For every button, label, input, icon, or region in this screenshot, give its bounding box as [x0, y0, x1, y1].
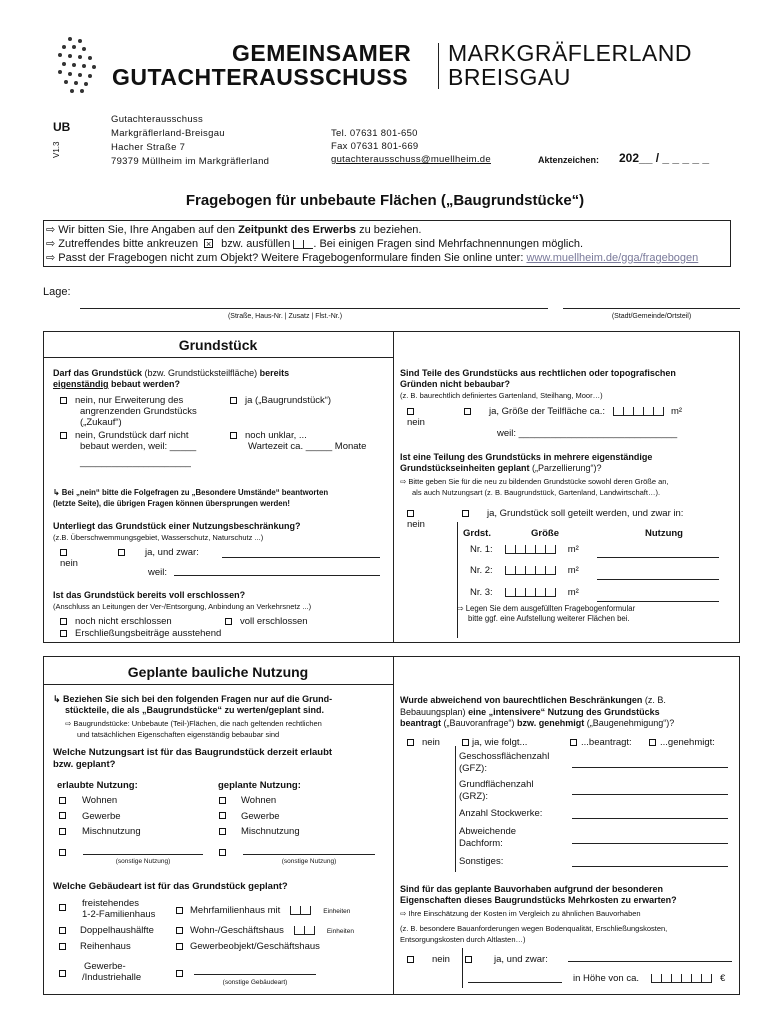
checkbox[interactable] — [60, 397, 67, 404]
opt-nb2-ja — [464, 406, 744, 417]
field-label: Grundflächenzahl — [459, 779, 534, 790]
opt-label: ja, Grundstück soll geteilt werden, und zwar in: — [487, 508, 684, 519]
logo-divider — [438, 43, 439, 89]
opt-label-wrap — [82, 898, 155, 920]
q-eig-d: eigenständig — [53, 379, 109, 389]
mk-detail-input[interactable] — [468, 973, 562, 983]
opt-nicht-bebaubar — [60, 430, 230, 468]
q-text: Wurde abweichend von baurechtlichen Beschränkungen — [400, 695, 643, 705]
opt-gewerbe — [219, 809, 300, 825]
checkbox[interactable] — [219, 812, 226, 819]
opt-halle — [59, 961, 169, 983]
opt-label: Wohnen — [82, 795, 118, 806]
opt-mfh — [176, 905, 396, 917]
intro-line-2 — [46, 237, 698, 251]
address-line: 79379 Müllheim im Markgräflerland — [111, 156, 270, 167]
checkbox[interactable] — [59, 812, 66, 819]
q-text: bzw. geplant? — [53, 759, 116, 770]
opt-label: ...beantragt: — [581, 737, 632, 748]
checkbox[interactable] — [176, 943, 183, 950]
field-label: Abweichende — [459, 826, 517, 837]
lage-label: Lage: — [43, 286, 71, 298]
q-text: eine „intensivere“ Nutzung des Grundstücks — [465, 706, 660, 717]
intro-line: stückteile, die als „Baugrundstücke“ zu werten/geplant sind. — [65, 705, 325, 715]
parz-nr: Nr. 2: — [470, 565, 493, 576]
opt-label: ja, Größe der Teilfläche ca.: — [489, 406, 605, 417]
checkbox[interactable] — [462, 510, 469, 517]
stock-label: Anzahl Stockwerke: — [459, 808, 543, 819]
q-text: beantragt — [400, 718, 442, 728]
opt-label: Reihenhaus — [80, 941, 131, 952]
checkbox[interactable] — [219, 797, 226, 804]
unit-m2: m² — [567, 565, 579, 576]
parz-nr: Nr. 1: — [470, 544, 493, 555]
q-eig-e: bebaut werden? — [108, 379, 181, 389]
opt-label: bebaut werden, weil: _____ — [80, 441, 197, 452]
field-label: (GFZ): — [459, 762, 487, 774]
note-line: ↳ Bei „nein“ bitte die Folgefragen zu „Besondere Umstände“ beantworten — [53, 488, 329, 497]
logo-dots — [58, 37, 106, 93]
checkbox[interactable] — [464, 408, 471, 415]
q-mehrkosten — [400, 884, 738, 945]
q-text: („Baugenehmigung“)? — [584, 718, 675, 728]
opt-label: nein — [60, 558, 78, 569]
opt-rh — [59, 941, 169, 952]
opt-wohnen — [59, 793, 141, 809]
checkbox[interactable] — [118, 549, 125, 556]
unit-einheiten: Einheiten — [323, 908, 351, 915]
field-label: (GRZ): — [459, 790, 489, 802]
q-erschlossen — [53, 590, 311, 612]
mk-ja-input[interactable] — [568, 952, 732, 962]
sonst-hint: (sonstige Gebäudeart) — [222, 979, 288, 986]
dach-input[interactable] — [572, 834, 728, 844]
checkbox[interactable] — [59, 849, 66, 856]
q-hint: (z.B. Überschwemmungsgebiet, Wasserschutz, Naturschutz ...) — [53, 533, 264, 542]
opt-voll-erschlossen — [225, 616, 375, 628]
parz-note — [457, 604, 635, 624]
opt-mk-nein — [407, 954, 467, 965]
checkbox[interactable] — [465, 956, 472, 963]
section-title-grundstueck: Grundstück — [178, 337, 258, 353]
opt-label: nein, Grundstück darf nicht — [75, 430, 189, 441]
opt-label: Doppelhaushälfte — [80, 925, 154, 936]
erlaubt-sonst — [59, 847, 209, 865]
checkbox[interactable] — [176, 970, 183, 977]
q-hint: (z. B. baurechtlich definiertes Gartenland, Steilhang, Moor…) — [400, 391, 603, 400]
intro-1a: ⇨ Wir bitten Sie, Ihre Angaben auf den — [46, 224, 239, 236]
area-digit-field[interactable] — [613, 407, 664, 416]
opt-misch — [59, 824, 141, 840]
units-digit-field[interactable] — [294, 926, 315, 935]
address — [111, 113, 269, 169]
opt-sonst-gebaeude — [176, 968, 326, 986]
checkbox[interactable] — [649, 739, 656, 746]
checkbox[interactable] — [407, 739, 414, 746]
erlaubt-options — [59, 793, 141, 840]
checkbox[interactable] — [570, 739, 577, 746]
checkbox[interactable] — [59, 797, 66, 804]
opt-label: nein — [432, 954, 450, 965]
digit-field-example-icon — [293, 240, 313, 249]
parz-col-groesse: Größe — [531, 528, 559, 539]
intro-line-3 — [46, 251, 698, 265]
checkbox[interactable] — [59, 828, 66, 835]
opt-label: nein — [407, 417, 425, 428]
form-version: V1.3 — [52, 141, 61, 158]
q-hint: (Anschluss an Leitungen der Ver-/Entsorgung, Anbindung an Verkehrsnetz ...) — [53, 602, 312, 611]
aktenzeichen-label: Aktenzeichen: — [538, 155, 600, 165]
geplant-options — [219, 793, 300, 840]
opt-label: nein — [407, 519, 425, 530]
checkbox[interactable] — [59, 904, 66, 911]
intro-2c: . Bei einigen Fragen sind Mehrfachnennungen möglich. — [313, 238, 583, 250]
org-name-left-1: GEMEINSAMER — [232, 40, 412, 66]
sonst-input[interactable] — [194, 965, 316, 975]
note-line: (letzte Seite), die übrigen Fragen können übersprungen werden! — [53, 499, 290, 508]
section-divider — [393, 331, 394, 643]
opt-label: 1-2-Familienhaus — [82, 909, 156, 920]
cost-digit-field[interactable] — [651, 974, 712, 983]
opt-label-wrap — [82, 961, 141, 983]
q-text: Welche Nutzungsart ist für das Baugrundstück derzeit erlaubt — [53, 747, 333, 758]
q-hint: als auch Nutzungsart (z. B. Baugrundstück, Gartenland, Landwirtschaft…). — [412, 488, 661, 497]
checkbox[interactable] — [407, 956, 414, 963]
checkbox[interactable] — [230, 432, 237, 439]
sonstiges-label: Sonstiges: — [459, 856, 504, 867]
address-line: Hacher Straße 7 — [111, 142, 186, 153]
checkbox[interactable] — [230, 397, 237, 404]
note-nein — [53, 487, 328, 509]
geplant-sonst — [219, 847, 379, 865]
field-label: Dachform: — [459, 837, 503, 849]
org-name-right-2: BREISGAU — [448, 64, 571, 90]
opt-label: ja, wie folgt... — [472, 737, 528, 748]
q-text: Eigenschaften dieses Baugrundstücks Mehrkosten zu erwarten? — [400, 895, 677, 905]
sonst-hint: (sonstige Nutzung) — [115, 858, 171, 865]
q-text: (z. B. — [642, 695, 666, 705]
stock-input[interactable] — [572, 809, 728, 819]
nb-weil-input[interactable] — [174, 566, 380, 576]
intro-2b: bzw. ausfüllen — [221, 238, 294, 250]
opt-label: angrenzenden Grundstücks — [80, 406, 197, 417]
intro-line-1 — [46, 223, 698, 237]
opt-label: Wohn-/Geschäftshaus — [190, 925, 284, 936]
opt-gewerbeobjekt — [176, 941, 396, 952]
units-digit-field[interactable] — [290, 906, 311, 915]
q-text: Unterliegt das Grundstück einer Nutzungsbeschränkung? — [53, 521, 301, 531]
checkbox[interactable] — [462, 739, 469, 746]
intro-line: ⇨ Baugrundstücke: Unbebaute (Teil-)Flächen, die nach geltenden rechtlichen — [65, 719, 322, 728]
sonstiges-input[interactable] — [572, 857, 728, 867]
q-text: Ist eine Teilung des Grundstücks in mehrere eigenständige — [400, 452, 653, 462]
checkbox[interactable] — [59, 943, 66, 950]
aktenzeichen-field[interactable]: 202__ / _ _ _ _ _ — [619, 151, 710, 165]
checkbox[interactable] — [219, 849, 226, 856]
checkbox[interactable] — [407, 510, 414, 517]
checkbox[interactable] — [407, 408, 414, 415]
q-eigenstaendig — [53, 368, 388, 379]
nb2-weil[interactable]: weil: ______________________________ — [497, 428, 678, 439]
opt-abw-nein — [407, 737, 467, 748]
parz-col-nutzung: Nutzung — [645, 528, 683, 539]
note-line: ⇨ Legen Sie dem ausgefüllten Fragebogenformular — [457, 604, 636, 613]
q-eig-c: bereits — [257, 368, 290, 378]
parz-use-input-1[interactable] — [597, 548, 719, 558]
q-eig-a: Darf das Grundstück — [53, 368, 145, 378]
opt-beitraege — [60, 628, 280, 640]
lage-city-hint: (Stadt/Gemeinde/Ortsteil) — [611, 313, 692, 320]
q-text: Ist das Grundstück bereits voll erschlossen? — [53, 590, 246, 600]
q-nutzungsbeschraenkung — [53, 521, 301, 543]
col-erlaubt: erlaubte Nutzung: — [57, 780, 138, 791]
opt-label: Erschließungsbeiträge ausstehend — [75, 628, 222, 639]
opt-nb-nein — [60, 547, 78, 569]
opt-label: _____________________ — [80, 457, 191, 468]
checkbox[interactable] — [225, 618, 232, 625]
opt-label: Gewerbe- — [84, 961, 126, 972]
fragebogen-link[interactable]: www.muellheim.de/gga/fragebogen — [526, 252, 699, 264]
q-text: Sind für das geplante Bauvorhaben aufgrund der besonderen — [400, 884, 664, 894]
sonst-input[interactable] — [83, 845, 203, 855]
opt-label: („Zukauf“) — [80, 417, 122, 428]
q-gebaeudeart: Welche Gebäudeart ist für das Grundstück geplant? — [53, 881, 288, 892]
tel: Tel. 07631 801-650 — [331, 128, 418, 139]
opt-label: Mischnutzung — [241, 826, 300, 837]
fax: Fax 07631 801-669 — [331, 141, 419, 152]
opt-label: Gewerbeobjekt/Geschäftshaus — [190, 941, 320, 952]
hoehe-label: in Höhe von ca. — [573, 973, 640, 984]
opt-parz-ja — [462, 508, 752, 519]
checkbox[interactable] — [59, 970, 66, 977]
intro-1c: zu beziehen. — [356, 224, 422, 236]
checkbox[interactable] — [60, 432, 67, 439]
page-title: Fragebogen für unbebaute Flächen („Baugrundstücke“) — [185, 192, 585, 209]
opt-abw-ja — [462, 737, 572, 748]
q-text-2 — [400, 463, 669, 474]
opt-beantragt — [570, 737, 660, 748]
col-geplant: geplante Nutzung: — [218, 780, 301, 791]
lage-city-input[interactable] — [563, 296, 740, 309]
parz-nr: Nr. 3: — [470, 587, 493, 598]
checkbox[interactable] — [59, 927, 66, 934]
parz-size-field[interactable] — [505, 566, 556, 575]
opt-label: nein — [422, 737, 440, 748]
opt-genehmigt — [649, 737, 739, 748]
opt-nicht-erschlossen — [60, 616, 230, 628]
lage-street-input[interactable] — [80, 296, 548, 309]
sonst-hint: (sonstige Nutzung) — [281, 858, 337, 865]
q-line — [400, 695, 735, 707]
sonst-input[interactable] — [243, 845, 375, 855]
mk-hoehe — [573, 973, 738, 984]
checkbox-example-icon: × — [206, 239, 212, 249]
opt-parz-nein — [407, 508, 425, 530]
address-line: Gutachterausschuss — [111, 114, 203, 125]
opt-label: ja, und zwar: — [494, 954, 548, 965]
q-text: Sind Teile des Grundstücks aus rechtlichen oder topografischen — [400, 368, 676, 378]
opt-label: ja („Baugrundstück“) — [245, 395, 332, 406]
address-line: Markgräflerland-Breisgau — [111, 128, 225, 139]
opt-label: ja, und zwar: — [145, 547, 199, 558]
checkbox[interactable] — [176, 927, 183, 934]
opt-label: Wohnen — [241, 795, 277, 806]
nb-weil-label: weil: — [148, 567, 168, 578]
q-parzellierung — [400, 452, 669, 498]
opt-label: freistehendes — [82, 898, 140, 909]
q-line — [400, 718, 735, 730]
opt-label: Gewerbe — [241, 810, 280, 822]
mk-bracket — [462, 948, 463, 988]
q-hint: ⇨ Ihre Einschätzung der Kosten im Vergleich zu ähnlichen Bauvorhaben — [400, 909, 641, 918]
checkbox[interactable] — [60, 618, 67, 625]
q-text: Bebauungsplan) — [400, 706, 466, 717]
opt-baugrundstueck — [230, 395, 390, 406]
email-link[interactable]: gutachterausschuss@muellheim.de — [331, 154, 491, 165]
grz-input[interactable] — [572, 785, 728, 795]
q-nutzungsart — [53, 747, 332, 771]
parz-size-field[interactable] — [505, 545, 556, 554]
opt-label: voll erschlossen — [240, 616, 308, 627]
intro-line: und tatsächlichen Eigenschaften eigenständig bebaubar sind — [77, 730, 280, 739]
unit-m2: m² — [671, 406, 683, 417]
opt-dhh — [59, 925, 169, 936]
form-code: UB — [53, 120, 71, 134]
section-title-underline — [43, 684, 393, 685]
checkbox[interactable] — [60, 549, 67, 556]
q-text: Gründen nicht bebaubar? — [400, 379, 511, 389]
q-nicht-bebaubar — [400, 368, 676, 401]
s1-left — [53, 368, 388, 390]
opt-label: ...genehmigt: — [660, 737, 715, 748]
org-name-left-2: GUTACHTERAUSSCHUSS — [112, 64, 409, 90]
opt-label: noch unklar, ... — [245, 430, 307, 441]
checkbox[interactable] — [60, 630, 67, 637]
q-text: Grundstückseinheiten geplant — [400, 463, 530, 473]
q-text: bzw. genehmigt — [517, 718, 585, 728]
q-line — [400, 707, 735, 719]
opt-zukauf — [60, 395, 230, 428]
section-title-nutzung: Geplante bauliche Nutzung — [127, 664, 309, 680]
checkbox[interactable] — [176, 907, 183, 914]
opt-label: noch nicht erschlossen — [75, 616, 172, 627]
intro-line: ↳ Beziehen Sie sich bei den folgenden Fragen nur auf die Grund- — [53, 694, 333, 704]
nb-ja-input[interactable] — [222, 548, 380, 558]
q-abweichung — [400, 695, 735, 730]
opt-efh — [59, 898, 169, 920]
q-hint: Entsorgungskosten durch Altlasten…) — [400, 935, 526, 944]
opt-label: Mischnutzung — [82, 826, 141, 837]
opt-label: Gewerbe — [82, 810, 121, 822]
checkbox[interactable] — [219, 828, 226, 835]
lage-street-hint: (Straße, Haus-Nr. | Zusatz | Flst.-Nr.) — [227, 313, 343, 320]
q-eigenstaendig-2 — [53, 379, 388, 390]
grz-label — [459, 779, 569, 802]
intro-3a: ⇨ Passt der Fragebogen nicht zum Objekt? Weitere Fragebogenformulare finden Sie online unter: — [46, 252, 527, 264]
parz-size-field[interactable] — [505, 588, 556, 597]
intro-text — [46, 223, 698, 265]
opt-wgh — [176, 925, 396, 937]
opt-label: Mehrfamilienhaus mit — [190, 905, 281, 916]
org-name-right-1: MARKGRÄFLERLAND — [448, 40, 692, 66]
opt-nb2-nein — [407, 406, 425, 428]
dach-label — [459, 826, 569, 849]
opt-misch — [219, 824, 300, 840]
parz-use-input-3[interactable] — [597, 592, 719, 602]
unit-einheiten: Einheiten — [326, 928, 354, 935]
opt-wohnen — [219, 793, 300, 809]
note-line: bitte ggf. eine Aufstellung weiterer Flächen bei. — [468, 614, 630, 623]
q-eig-b: (bzw. Grundstücksteilfläche) — [144, 368, 258, 378]
section-title-underline — [43, 357, 393, 358]
unit-m2: m² — [567, 587, 579, 598]
opt-label: Wartezeit ca. _____ Monate — [248, 441, 367, 452]
q-hint: ⇨ Bitte geben Sie für die neu zu bildenden Grundstücke sowohl deren Größe an, — [400, 477, 669, 486]
currency-euro: € — [720, 973, 726, 984]
contact — [331, 127, 491, 166]
unit-m2: m² — [567, 544, 579, 555]
parz-use-input-2[interactable] — [597, 570, 719, 580]
q-text: („Parzellierung“)? — [529, 463, 602, 473]
intro-2a: ⇨ Zutreffendes bitte ankreuzen — [46, 238, 202, 250]
parz-col-grdst: Grdst. — [463, 528, 491, 539]
opt-gewerbe — [59, 809, 141, 825]
opt-unklar — [230, 430, 400, 452]
intro-1b: Zeitpunkt des Erwerbs — [238, 224, 357, 236]
abw-bracket — [455, 746, 456, 872]
s2-intro — [53, 694, 388, 740]
opt-label: nein, nur Erweiterung des — [75, 395, 184, 406]
field-label: Geschossflächenzahl — [459, 751, 550, 762]
opt-label: /Industriehalle — [82, 972, 142, 983]
gfz-input[interactable] — [572, 758, 728, 768]
gfz-label — [459, 751, 569, 774]
q-text: („Bauvoranfrage“) — [441, 718, 518, 728]
q-hint: (z. B. besondere Bauanforderungen wegen Bodenqualität, Erschließungskosten, — [400, 924, 668, 933]
